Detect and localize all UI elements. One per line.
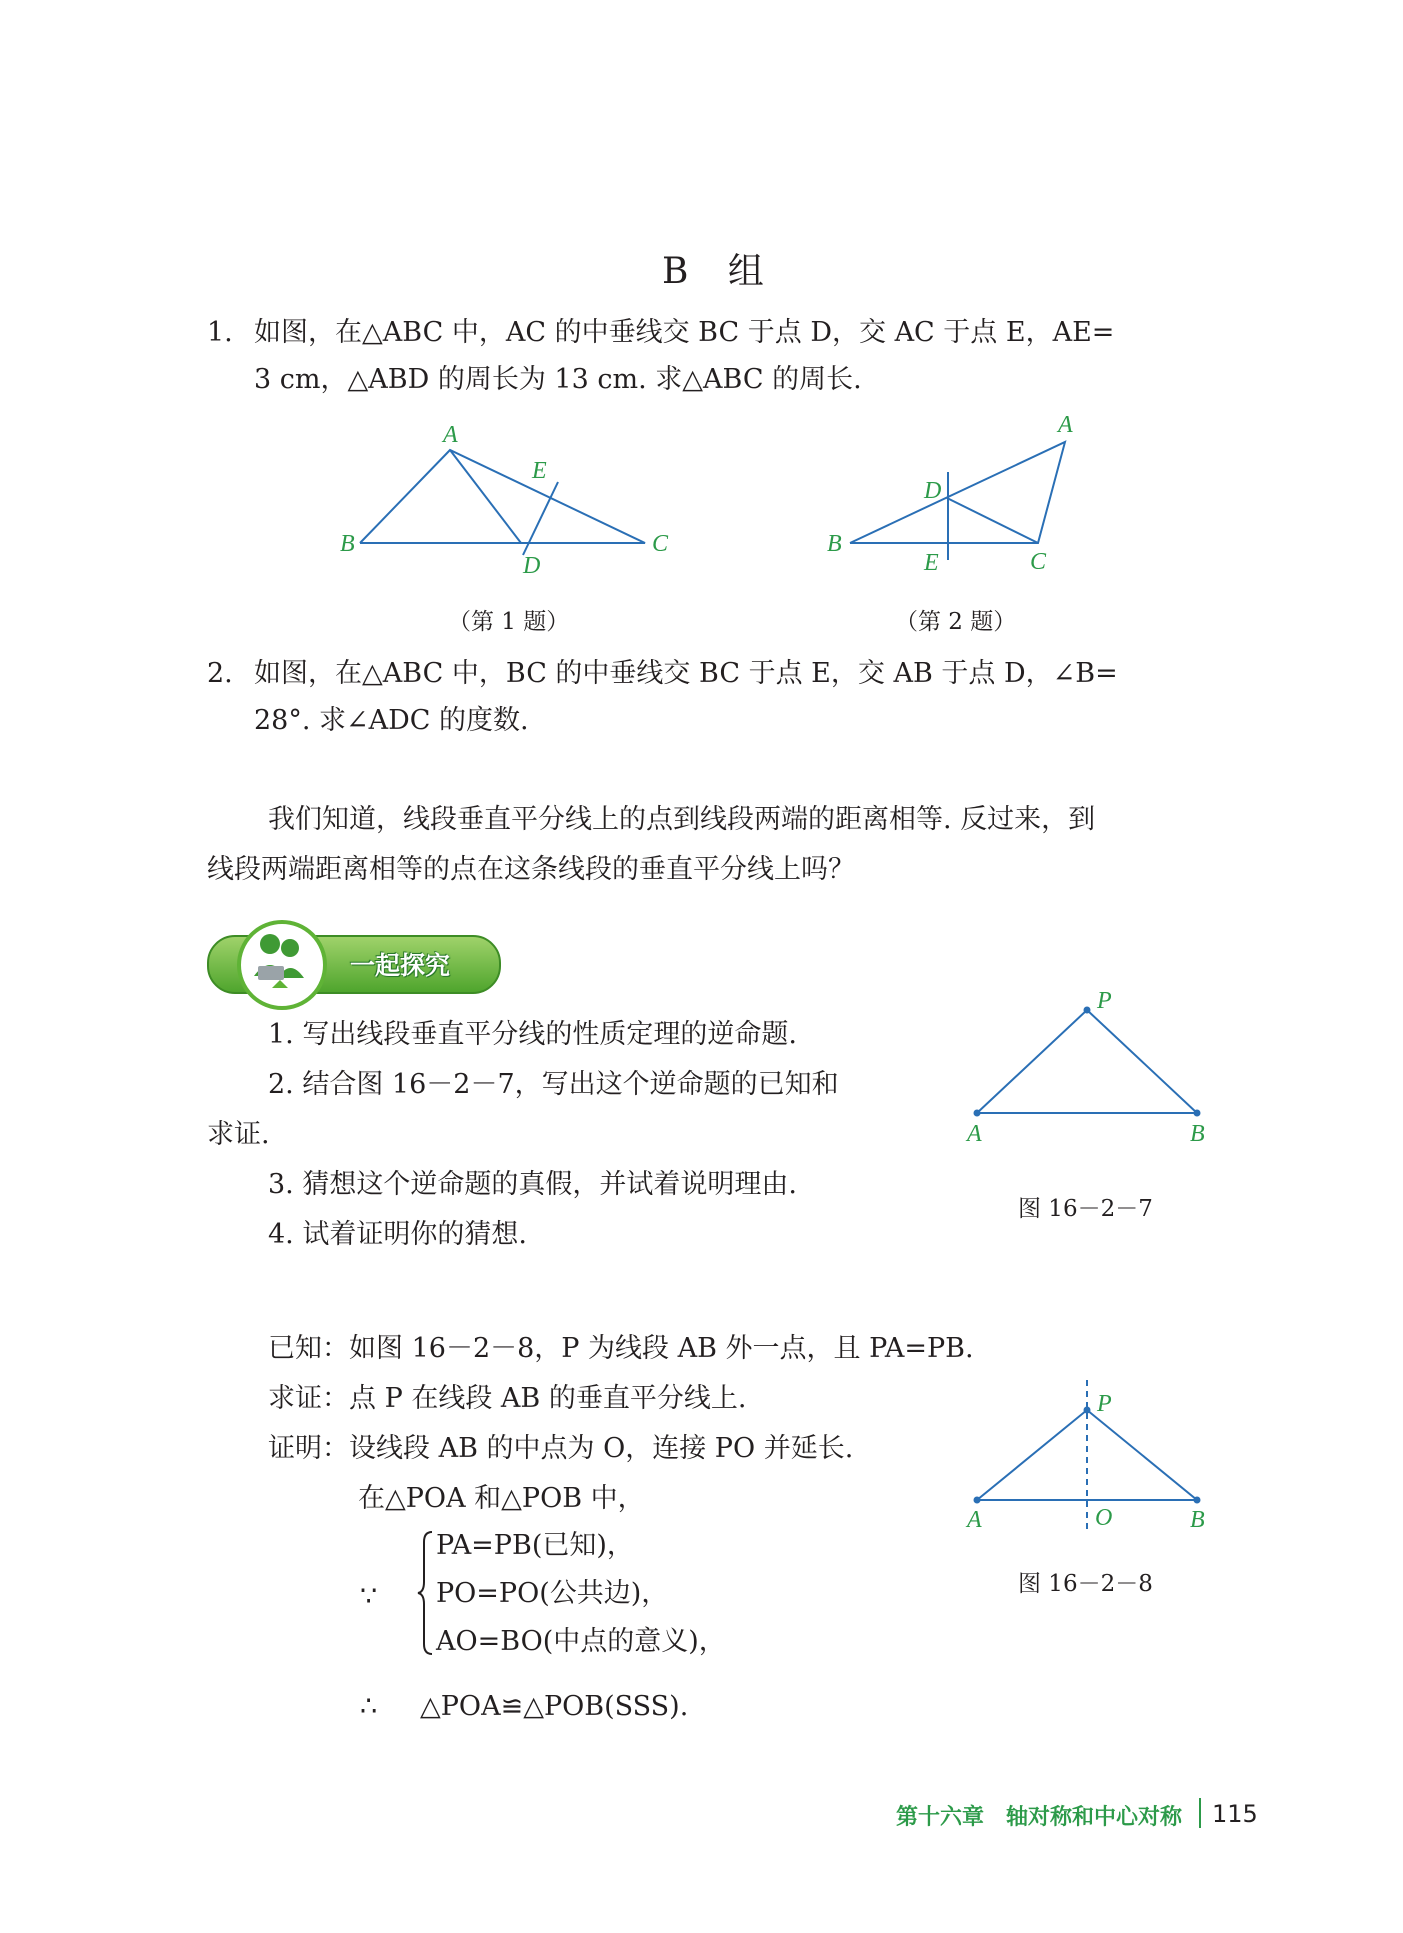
fig8-point-a [974, 1497, 981, 1504]
fig7-label-a: A [967, 1121, 982, 1147]
fig7-triangle [977, 1010, 1197, 1113]
problem-2-number: 2. [207, 658, 233, 689]
explore-item-2-cont: 求证. [207, 1119, 270, 1150]
explore-item-4: 4. 试着证明你的猜想. [268, 1219, 527, 1250]
q1-label-b: B [340, 531, 355, 557]
condition-2: PO=PO(公共边)， [436, 1578, 669, 1609]
intro-line1: 我们知道，线段垂直平分线上的点到线段两端的距离相等. 反过来，到 [268, 804, 1096, 835]
figure-16-2-8 [960, 1370, 1210, 1540]
proof-in-triangles: 在△POA 和△POB 中， [358, 1483, 645, 1514]
figure-16-2-7 [960, 985, 1210, 1155]
explore-item-3: 3. 猜想这个逆命题的真假，并试着说明理由. [268, 1169, 797, 1200]
footer-chapter: 第十六章 轴对称和中心对称 [896, 1805, 1183, 1830]
q1-segment-ad [450, 450, 521, 543]
q1-label-a: A [443, 422, 458, 448]
caption-q1: （第 1 题） [448, 609, 570, 635]
explore-label: 一起探究 [350, 951, 451, 980]
fig8-point-b [1194, 1497, 1201, 1504]
fig8-label-a: A [967, 1507, 982, 1533]
explore-item-2: 2. 结合图 16－2－7，写出这个逆命题的已知和 [268, 1069, 839, 1100]
q2-label-a: A [1058, 412, 1073, 438]
q1-label-e: E [532, 458, 547, 484]
fig7-label-p: P [1097, 988, 1112, 1014]
page-number: 115 [1212, 1800, 1258, 1828]
footer-divider [1199, 1798, 1201, 1828]
therefore-symbol: ∴ [360, 1691, 378, 1722]
proof-conclusion: △POA≌△POB(SSS). [420, 1691, 689, 1722]
fig8-label-p: P [1097, 1391, 1112, 1417]
fig8-label-b: B [1190, 1507, 1205, 1533]
q2-label-b: B [827, 531, 842, 557]
figure-q1 [330, 415, 700, 595]
intro-line2: 线段两端距离相等的点在这条线段的垂直平分线上吗？ [207, 854, 855, 885]
q1-label-d: D [523, 553, 541, 579]
problem-2-line1: 如图，在△ABC 中，BC 的中垂线交 BC 于点 E，交 AB 于点 D，∠B= [254, 658, 1118, 689]
fig8-triangle [977, 1410, 1197, 1500]
q1-label-c: C [652, 531, 669, 557]
q2-label-e: E [924, 550, 939, 576]
left-brace [416, 1528, 436, 1658]
condition-3: AO=BO(中点的意义)， [436, 1626, 726, 1657]
caption-fig7: 图 16－2－7 [1018, 1196, 1153, 1222]
explore-item-1: 1. 写出线段垂直平分线的性质定理的逆命题. [268, 1019, 797, 1050]
q1-triangle-abc [360, 450, 645, 543]
problem-1-line2: 3 cm，△ABD 的周长为 13 cm. 求△ABC 的周长. [254, 364, 862, 395]
q2-triangle-abc [850, 442, 1065, 543]
figure-q2 [815, 400, 1085, 585]
people-icon [244, 928, 316, 996]
q2-label-d: D [924, 478, 942, 504]
proof-to-prove: 求证：点 P 在线段 AB 的垂直平分线上. [268, 1383, 747, 1414]
caption-q2: （第 2 题） [895, 609, 1017, 635]
problem-2-line2: 28°. 求∠ADC 的度数. [254, 705, 529, 736]
q2-label-c: C [1030, 549, 1047, 575]
fig7-point-b [1194, 1110, 1201, 1117]
proof-start: 证明：设线段 AB 的中点为 O，连接 PO 并延长. [268, 1433, 854, 1464]
q2-segment-dc [947, 498, 1038, 543]
condition-1: PA=PB(已知)， [436, 1530, 634, 1561]
fig7-label-b: B [1190, 1121, 1205, 1147]
caption-fig8: 图 16－2－8 [1018, 1571, 1153, 1597]
problem-1-number: 1. [207, 317, 233, 348]
fig7-point-p [1084, 1007, 1091, 1014]
because-symbol: ∵ [360, 1581, 378, 1612]
problem-1-line1: 如图，在△ABC 中，AC 的中垂线交 BC 于点 D，交 AC 于点 E，AE= [254, 317, 1115, 348]
fig7-point-a [974, 1110, 981, 1117]
fig8-label-o: O [1095, 1505, 1113, 1531]
fig8-point-p [1084, 1407, 1091, 1414]
section-title: B 组 [662, 251, 778, 292]
proof-given: 已知：如图 16－2－8，P 为线段 AB 外一点，且 PA=PB. [268, 1333, 974, 1364]
